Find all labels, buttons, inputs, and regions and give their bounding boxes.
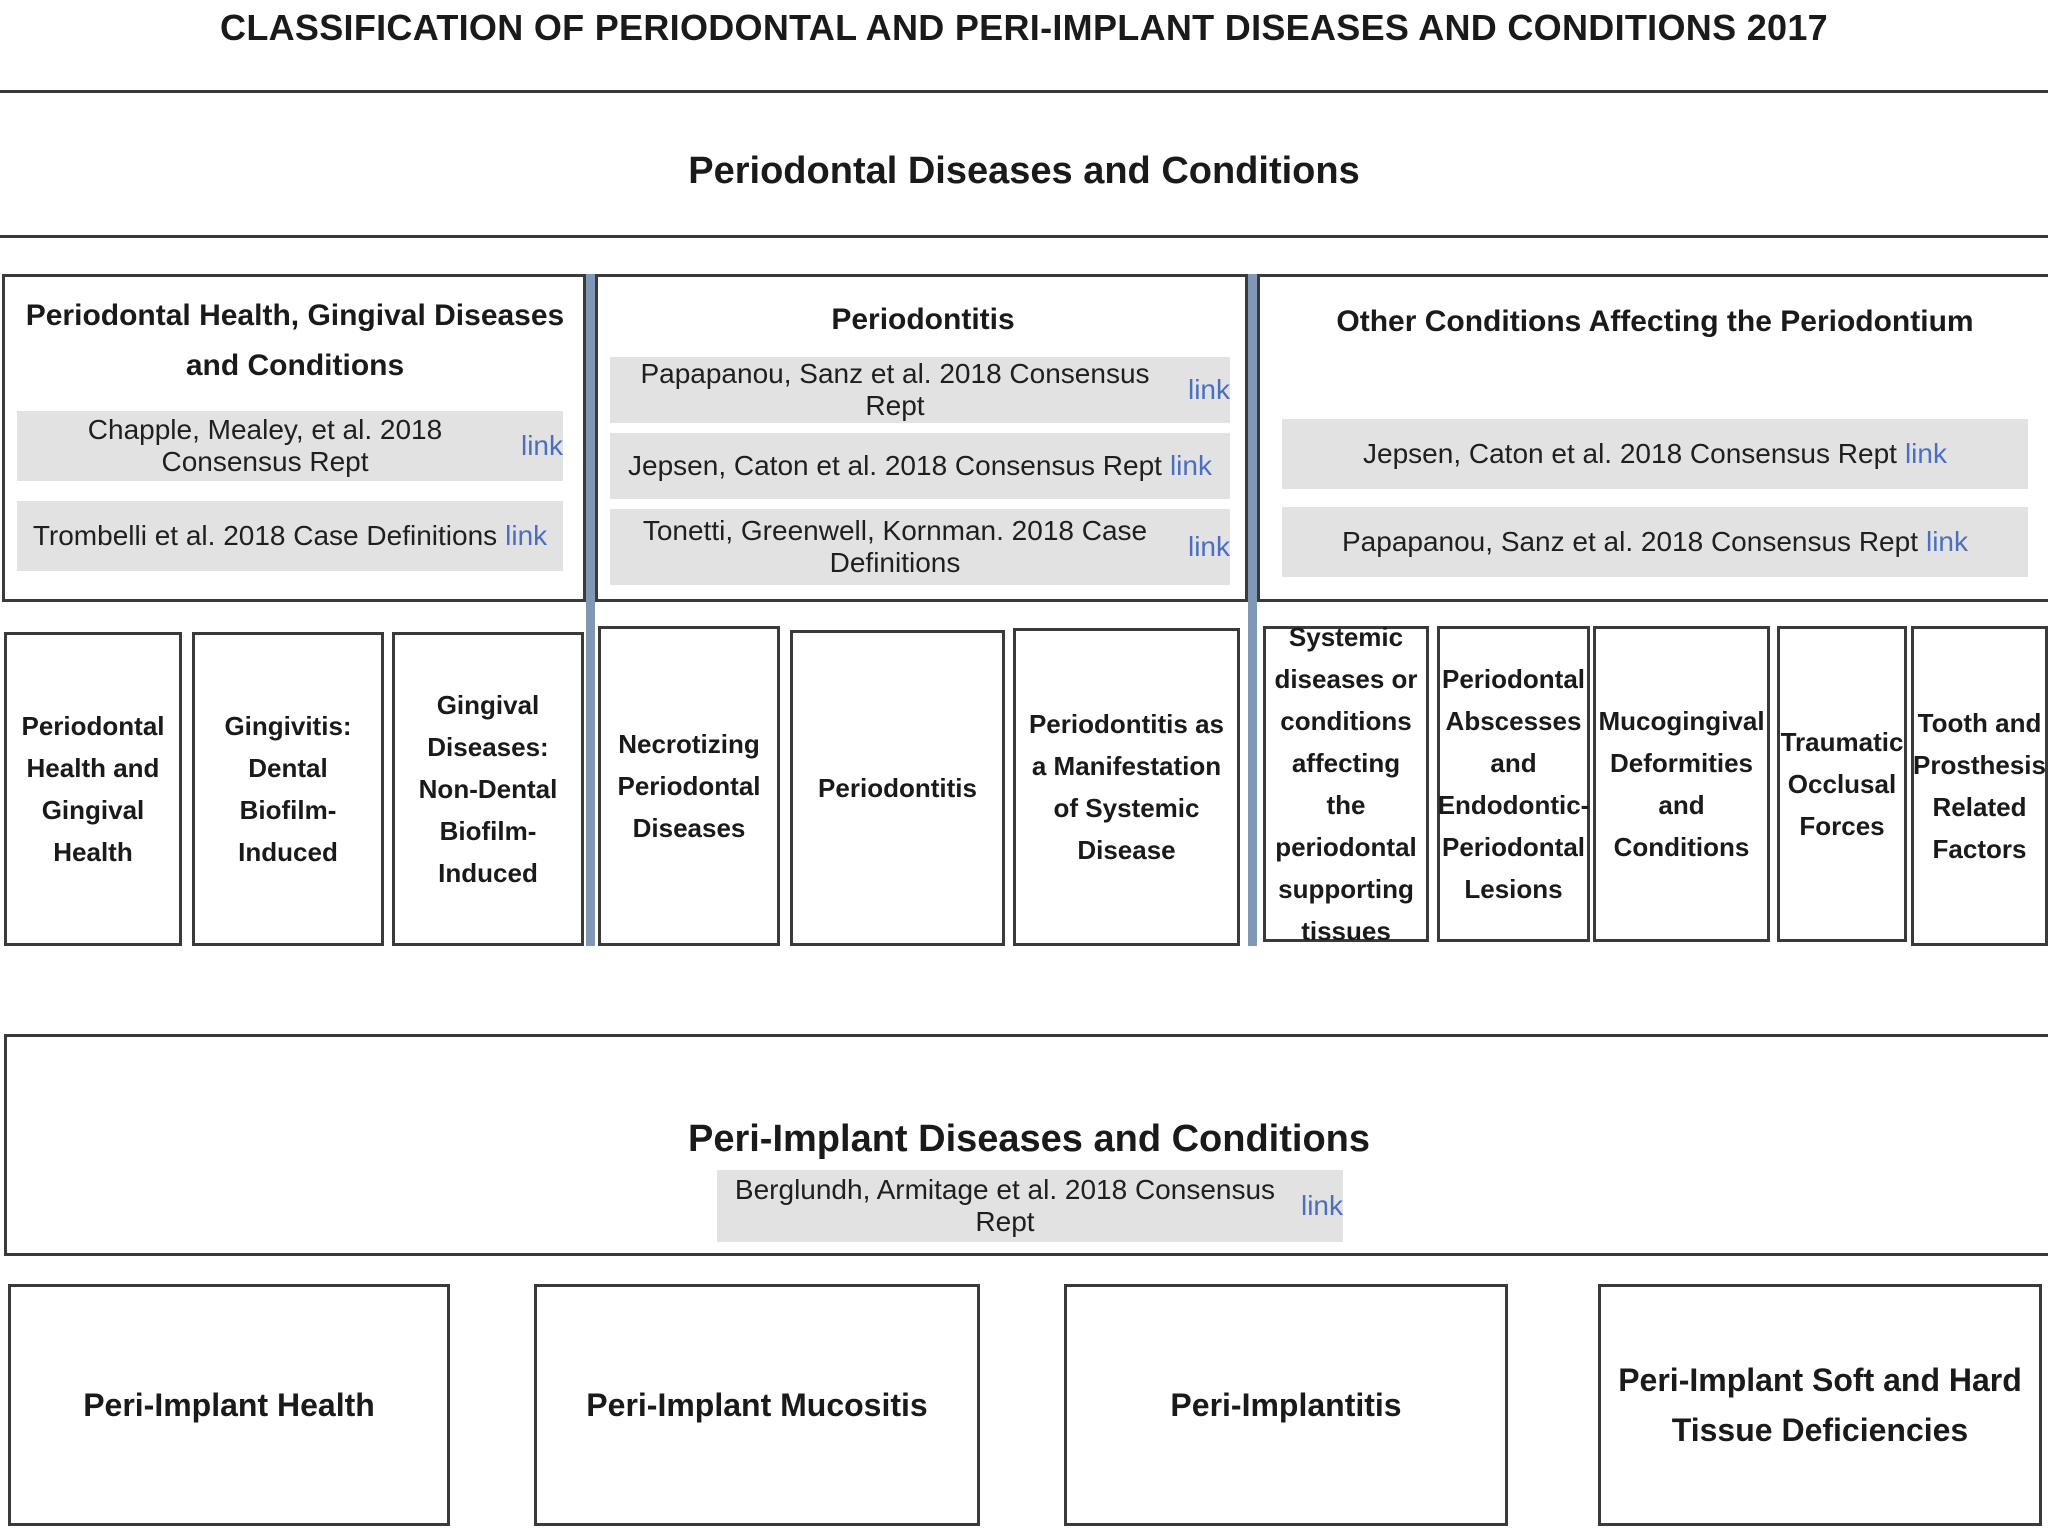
reference-link[interactable]: link [1925,526,1968,557]
category-box: Tooth and Prosthesis Related Factors [1911,626,2048,946]
reference-link[interactable]: link [1169,450,1212,481]
group-periodontitis [595,274,1248,602]
peri-implant-box: Peri-Implant Soft and Hard Tissue Deficiencies [1598,1284,2042,1526]
group-separator [1248,274,1257,946]
reference-text: Tonetti, Greenwell, Kornman. 2018 Case Definitions [642,515,1148,578]
reference-text: Trombelli et al. 2018 Case Definitions [32,520,498,551]
category-box: Periodontitis [790,630,1005,946]
reference-trombelli [17,501,563,571]
category-box: Periodontal Health and Gingival Health [4,632,182,946]
category-box: Necrotizing Periodontal Diseases [598,626,780,946]
category-box: Gingivitis: Dental Biofilm-Induced [192,632,384,946]
divider-top [0,90,2048,93]
reference-link[interactable]: link [1187,374,1230,405]
reference-text: Papapanou, Sanz et al. 2018 Consensus Rept [640,358,1150,421]
peri-implant-box: Peri-Implant Mucositis [534,1284,980,1526]
reference-jepsen [610,433,1230,499]
reference-tonetti [610,509,1230,585]
category-box: Periodontitis as a Manifestation of Systemic Disease [1013,628,1240,946]
group-title: Periodontal Health, Gingival Diseases and Conditions [25,299,565,382]
main-title: CLASSIFICATION OF PERIODONTAL AND PERI-IMPLANT DISEASES AND CONDITIONS 2017 [220,7,1828,48]
group-title: Other Conditions Affecting the Periodontium [1336,305,1974,338]
group-other-conditions [1257,274,2048,602]
peri-implant-box: Peri-Implantitis [1064,1284,1508,1526]
reference-papapanou [1282,507,2028,577]
reference-berglundh [717,1170,1343,1242]
reference-link[interactable]: link [1300,1190,1343,1221]
group-title: Periodontitis [831,303,1015,336]
reference-link[interactable]: link [1904,438,1947,469]
reference-link[interactable]: link [505,520,548,551]
reference-papapanou [610,357,1230,423]
divider-periodontal [0,235,2048,238]
category-box: Traumatic Occlusal Forces [1777,626,1907,942]
category-box: Mucogingival Deformities and Conditions [1593,626,1770,942]
category-box: Gingival Diseases: Non-Dental Biofilm-Induced [392,632,584,946]
peri-implant-box: Peri-Implant Health [8,1284,450,1526]
group-health-gingival [2,274,586,602]
reference-text: Jepsen, Caton et al. 2018 Consensus Rept [1363,438,1897,469]
reference-text: Jepsen, Caton et al. 2018 Consensus Rept [628,450,1162,481]
periodontal-heading: Periodontal Diseases and Conditions [688,149,1360,192]
category-box: Periodontal Abscesses and Endodontic-Periodontal Lesions [1437,626,1590,942]
category-box: Systemic diseases or conditions affecting the periodontal supporting tissues [1263,626,1429,942]
reference-jepsen [1282,419,2028,489]
peri-implant-panel [4,1034,2048,1256]
reference-text: Berglundh, Armitage et al. 2018 Consensus Rept [734,1174,1276,1237]
reference-link[interactable]: link [1187,531,1230,562]
reference-chapple [17,411,563,481]
reference-text: Chapple, Mealey, et al. 2018 Consensus Rept [87,414,443,477]
reference-link[interactable]: link [520,430,563,461]
group-separator [586,274,595,946]
peri-implant-heading: Peri-Implant Diseases and Conditions [687,1117,1371,1160]
reference-text: Papapanou, Sanz et al. 2018 Consensus Rept [1342,526,1918,557]
